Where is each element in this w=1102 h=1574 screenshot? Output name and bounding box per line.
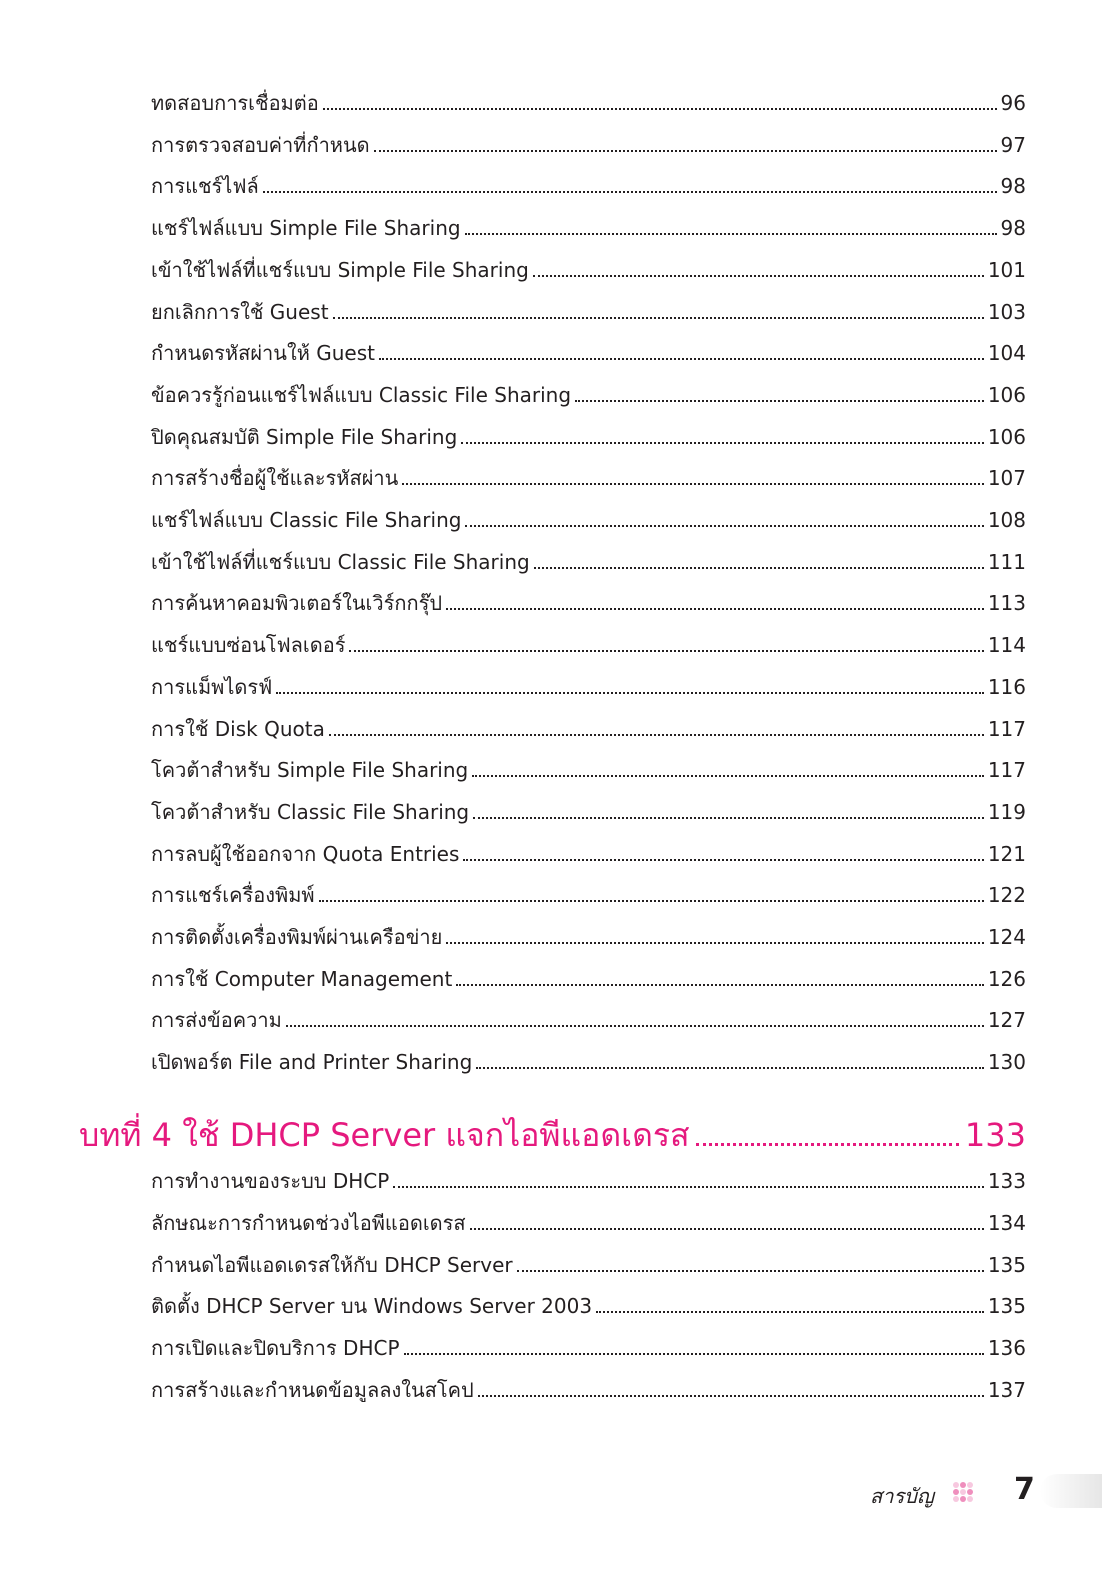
toc-entry[interactable] [151,86,1026,116]
toc-entry[interactable] [151,211,1026,241]
toc-entry-page-number: 106 [987,424,1026,449]
dot-leader [379,358,984,360]
dot-leader [456,984,984,986]
toc-entry-page-number: 134 [987,1210,1026,1235]
dot-leader [696,1143,959,1146]
toc-entry-title: การสร้างและกำหนดข้อมูลลงในสโคป [151,1378,474,1402]
toc-entry-title: กำหนดรหัสผ่านให้ Guest [151,341,375,366]
toc-entry[interactable] [151,420,1026,450]
toc-entry-title: กำหนดไอพีแอดเดรสให้กับ DHCP Server [151,1252,513,1277]
toc-entry-title: การใช้ Computer Management [151,966,453,991]
dot-leader [276,692,984,694]
dot-leader [286,1025,984,1027]
toc-entry-page-number: 121 [987,841,1026,866]
dot-leader [323,108,997,110]
toc-entry-title: แชร์แบบซ่อนโฟลเดอร์ [151,633,346,658]
dot-leader [402,483,983,485]
toc-entry[interactable] [151,295,1026,325]
dot-leader [476,1067,984,1069]
toc-entry-page-number: 137 [987,1378,1026,1402]
toc-entry-title: ลักษณะการกำหนดช่วงไอพีแอดเดรส [151,1210,466,1235]
toc-entry-title: เปิดพอร์ต File and Printer Sharing [151,1050,473,1075]
dot-leader [374,150,997,152]
dot-grid-dot [960,1496,966,1502]
dot-leader [446,608,984,610]
toc-entry[interactable] [151,1045,1026,1075]
toc-entry-page-number: 116 [987,674,1026,699]
toc-entry[interactable] [151,628,1026,658]
dot-grid-dot [960,1489,966,1495]
dot-leader [393,1186,984,1188]
toc-entry-page-number: 127 [987,1008,1026,1033]
dot-grid-dot [960,1482,966,1488]
toc-entry-page-number: 119 [987,799,1026,824]
dot-grid-dot [953,1489,959,1495]
page-tab [1040,1474,1102,1508]
toc-entry[interactable] [151,878,1026,908]
toc-entry[interactable] [151,1373,1026,1403]
chapter-title: บทที่ 4 ใช้ DHCP Server แจกไอพีแอดเดรส [79,1116,690,1154]
dot-grid-dot [953,1496,959,1502]
dot-grid-icon [953,1482,973,1502]
toc-entry-page-number: 130 [987,1050,1026,1075]
toc-entry-page-number: 103 [987,299,1026,324]
dot-grid-dot [967,1482,973,1488]
dot-leader [404,1353,984,1355]
toc-entry[interactable] [151,169,1026,199]
toc-entry-title: การสร้างชื่อผู้ใช้และรหัสผ่าน [151,466,399,491]
dot-leader [517,1270,984,1272]
toc-entry-title: ข้อควรรู้ก่อนแชร์ไฟล์แบบ Classic File Sharing [151,382,572,407]
toc-entry-title: ติดตั้ง DHCP Server บน Windows Server 2003 [151,1294,593,1319]
toc-entry[interactable] [151,586,1026,616]
toc-entry-title: การแม็พไดรฟ์ [151,674,273,699]
toc-entry-title: การทำงานของระบบ DHCP [151,1169,390,1193]
dot-leader [263,191,997,193]
toc-entry[interactable] [151,128,1026,158]
toc-entry[interactable] [151,837,1026,867]
page-number: 7 [1014,1472,1035,1507]
toc-entry-title: การส่งข้อความ [151,1008,282,1033]
toc-entry[interactable] [151,795,1026,825]
toc-entry-page-number: 98 [1000,216,1026,241]
dot-leader [319,900,984,902]
dot-leader [470,1228,984,1230]
dot-leader [473,817,984,819]
toc-entry-page-number: 98 [1000,174,1026,199]
toc-entry-title: การเปิดและปิดบริการ DHCP [151,1336,400,1361]
toc-entry-title: การค้นหาคอมพิวเตอร์ในเวิร์กกรุ๊ป [151,591,443,616]
toc-entry[interactable] [151,962,1026,992]
dot-leader [478,1395,984,1397]
toc-entry-title: ปิดคุณสมบัติ Simple File Sharing [151,424,458,449]
dot-leader [461,442,984,444]
toc-entry[interactable] [151,670,1026,700]
toc-entry[interactable] [151,1289,1026,1319]
dot-leader [349,650,983,652]
dot-leader [596,1311,984,1313]
toc-entry-title: เข้าใช้ไฟล์ที่แชร์แบบ Simple File Sharing [151,257,529,282]
toc-entry-page-number: 113 [987,591,1026,616]
toc-entry-title: ทดสอบการเชื่อมต่อ [151,91,319,115]
toc-entry-page-number: 133 [987,1169,1026,1193]
dot-leader [333,317,984,319]
toc-entry-page-number: 136 [987,1336,1026,1361]
toc-entry-page-number: 107 [987,466,1026,491]
toc-entry[interactable] [151,712,1026,742]
toc-entry-title: แชร์ไฟล์แบบ Classic File Sharing [151,508,462,532]
toc-entry-title: การใช้ Disk Quota [151,716,325,741]
dot-leader [533,275,984,277]
toc-entry[interactable] [151,378,1026,408]
toc-entry[interactable] [151,1206,1026,1236]
toc-entry[interactable] [151,503,1026,533]
toc-entry-title: การแชร์ไฟล์ [151,174,259,199]
toc-entry-page-number: 114 [987,633,1026,658]
toc-entry[interactable] [151,1331,1026,1361]
dot-leader [465,525,983,527]
toc-entry-page-number: 124 [987,925,1026,949]
toc-entry-title: โควต้าสำหรับ Classic File Sharing [151,799,470,824]
toc-entry[interactable] [151,1248,1026,1278]
toc-entry[interactable] [151,545,1026,575]
toc-entry[interactable] [151,336,1026,366]
toc-entry-page-number: 135 [987,1252,1026,1277]
dot-leader [575,400,984,402]
toc-entry-page-number: 117 [987,758,1026,783]
dot-leader [465,233,997,235]
toc-entry[interactable] [151,753,1026,783]
dot-leader [472,775,984,777]
dot-grid-dot [967,1496,973,1502]
toc-entry-title: การลบผู้ใช้ออกจาก Quota Entries [151,841,460,866]
toc-entry[interactable] [151,1164,1026,1194]
toc-entry-title: การตรวจสอบค่าที่กำหนด [151,132,370,157]
chapter-page-number: 133 [964,1116,1026,1154]
dot-leader [446,942,984,944]
toc-entry-page-number: 111 [987,549,1026,574]
toc-entry-title: การติดตั้งเครื่องพิมพ์ผ่านเครือข่าย [151,925,443,949]
toc-entry-page-number: 126 [987,966,1026,991]
toc-entry-page-number: 135 [987,1294,1026,1319]
toc-entry-page-number: 122 [987,883,1026,908]
toc-entry[interactable] [151,1003,1026,1033]
dot-leader [534,567,984,569]
chapter-heading[interactable] [79,1111,1026,1155]
toc-entry-title: โควต้าสำหรับ Simple File Sharing [151,758,469,783]
toc-entry-title: การแชร์เครื่องพิมพ์ [151,883,315,908]
toc-entry-page-number: 101 [987,257,1026,282]
toc-entry-page-number: 97 [1000,132,1026,157]
toc-entry-title: แชร์ไฟล์แบบ Simple File Sharing [151,216,461,241]
dot-leader [329,734,984,736]
toc-entry-page-number: 117 [987,716,1026,741]
toc-entry-page-number: 108 [987,508,1026,532]
toc-entry[interactable] [151,920,1026,950]
toc-entry-page-number: 106 [987,382,1026,407]
toc-entry-title: เข้าใช้ไฟล์ที่แชร์แบบ Classic File Sharing [151,549,530,574]
toc-entry[interactable] [151,461,1026,491]
toc-entry[interactable] [151,253,1026,283]
toc-entry-page-number: 104 [987,341,1026,366]
toc-entry-page-number: 96 [1000,91,1026,115]
footer-section-label: สารบัญ [870,1484,934,1508]
dot-grid-dot [953,1482,959,1488]
toc-entry-title: ยกเลิกการใช้ Guest [151,299,329,324]
dot-leader [463,859,983,861]
dot-grid-dot [967,1489,973,1495]
